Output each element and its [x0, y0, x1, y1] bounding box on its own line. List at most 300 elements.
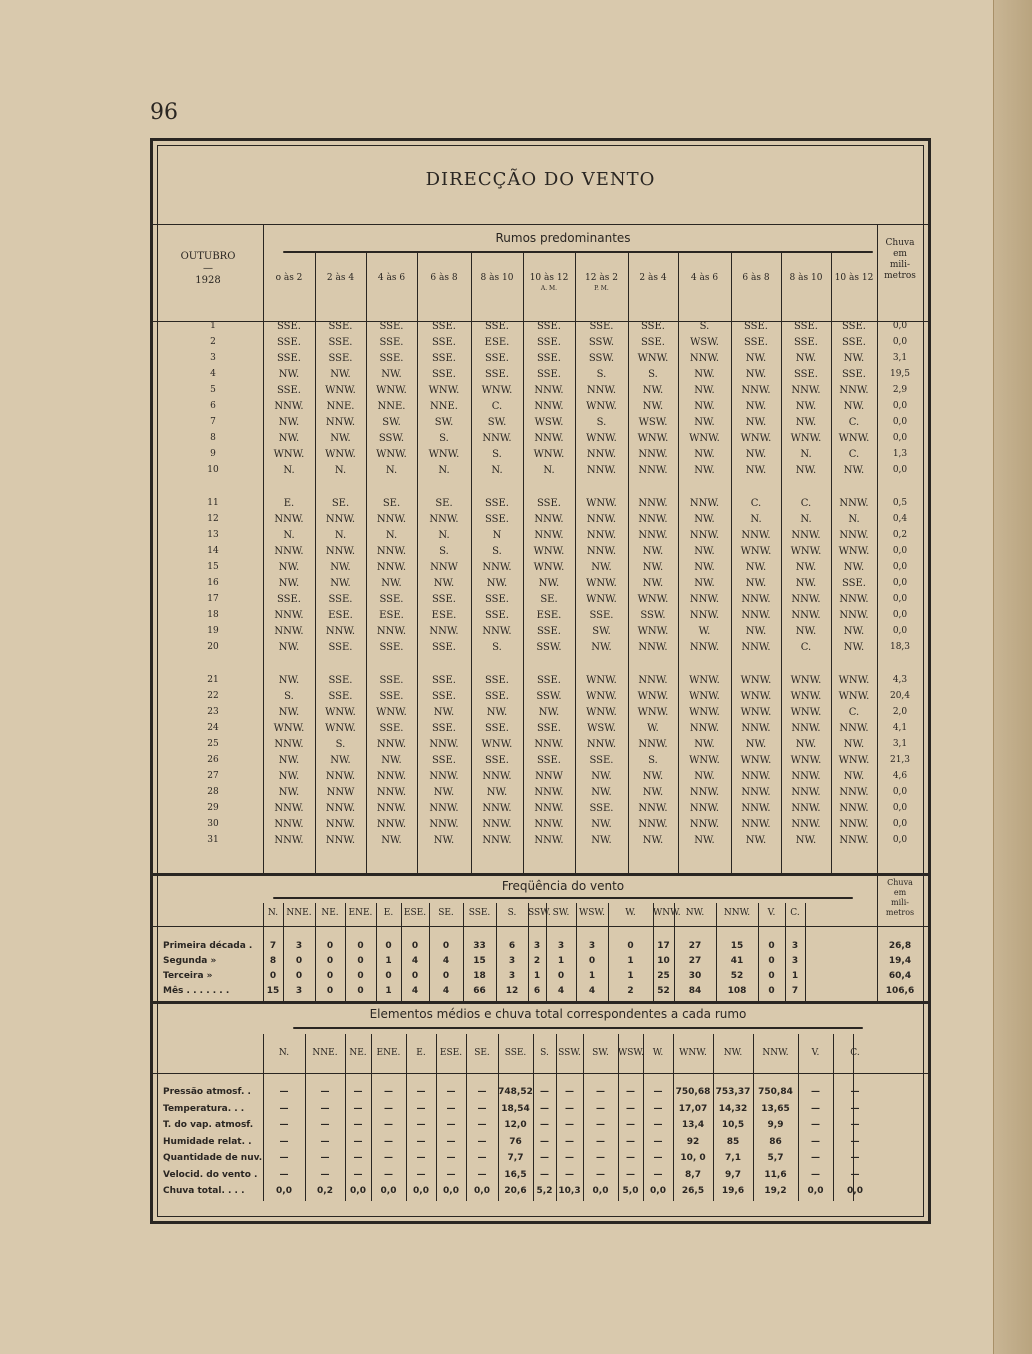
wind-cell: NW. [745, 449, 767, 460]
wind-cell: NW. [694, 369, 715, 380]
wind-cell: NNW. [274, 610, 304, 621]
wind-cell: SW. [487, 417, 507, 428]
freq-cell: 1 [627, 971, 634, 981]
wind-cell: SE. [540, 594, 558, 605]
wind-cell: WNW. [481, 385, 513, 396]
elem-cell: 16,5 [504, 1169, 527, 1180]
elem-cell: — [565, 1169, 574, 1180]
wind-cell: SSE. [379, 337, 404, 348]
wind-cell: SSE. [589, 321, 614, 332]
wind-cell: NNW. [638, 642, 668, 653]
wind-cell: WNW. [790, 755, 822, 766]
freq-cell: 4 [588, 986, 596, 996]
elem-cell: — [353, 1120, 363, 1130]
wind-cell: WNW. [586, 433, 617, 444]
wind-cell: NW. [538, 578, 560, 589]
freq-cell: 4 [442, 956, 450, 966]
rain-header: mili- [889, 260, 911, 270]
wind-cell: C. [848, 707, 860, 718]
wind-cell: NNW. [274, 739, 304, 750]
rain-cell: 0,0 [892, 835, 908, 845]
wind-cell: NNW. [534, 787, 564, 798]
day-number: 12 [207, 514, 219, 524]
wind-cell: NW. [330, 578, 351, 589]
elem-cell: — [565, 1087, 574, 1097]
elem-cell: — [279, 1103, 289, 1114]
wind-cell: SSE. [328, 691, 353, 702]
wind-cell: E. [283, 498, 295, 509]
wind-cell: SSE. [276, 321, 301, 332]
elem-dir-header: ENE. [376, 1048, 401, 1058]
wind-cell: WNW. [637, 707, 669, 718]
rain-cell: 0,0 [892, 401, 908, 411]
wind-cell: NW. [381, 835, 402, 846]
hour-header: 4 às 6 [377, 273, 406, 283]
wind-cell: SW. [382, 417, 401, 428]
wind-cell: NNW. [534, 530, 564, 541]
elem-cell: — [279, 1169, 289, 1180]
elem-cell: — [596, 1169, 605, 1180]
wind-cell: SSE. [589, 803, 614, 814]
wind-cell: NNW. [638, 819, 668, 830]
wind-cell: NNW. [325, 417, 356, 428]
elem-row-label: Pressão atmosf. . [163, 1087, 251, 1097]
wind-cell: NNW. [325, 546, 356, 557]
elem-cell: 0,0 [650, 1186, 666, 1196]
wind-cell: WNW. [838, 675, 870, 686]
wind-cell: NNW. [689, 642, 720, 653]
wind-cell: WNW. [586, 401, 617, 412]
wind-cell: ESE. [379, 610, 404, 621]
freq-cell: 0 [357, 956, 364, 966]
wind-cell: N [492, 530, 502, 541]
elem-cell: — [279, 1153, 289, 1163]
wind-cell: NW. [843, 771, 865, 782]
elem-cell: 0,0 [847, 1186, 863, 1196]
freq-cell: 52 [657, 986, 670, 996]
wind-cell: WNW. [838, 755, 870, 766]
wind-cell: SSE. [536, 675, 561, 686]
freq-dir-header: V. [767, 908, 776, 918]
elem-cell: 10, 0 [680, 1153, 706, 1163]
wind-cell: SSE. [276, 353, 301, 364]
elem-cell: — [477, 1136, 487, 1147]
wind-cell: S. [284, 691, 294, 702]
wind-cell: WNW. [689, 691, 720, 702]
wind-cell: NNW. [791, 385, 821, 396]
wind-cell: NW. [843, 739, 865, 750]
wind-cell: NNW. [376, 626, 407, 637]
elem-cell: — [416, 1169, 426, 1180]
freq-cell: 10 [657, 956, 670, 966]
elem-cell: — [653, 1087, 663, 1097]
wind-cell: NW. [433, 707, 455, 718]
rain-cell: 0,2 [892, 530, 908, 540]
wind-cell: SSE. [431, 369, 456, 380]
wind-cell: NW. [745, 562, 767, 573]
elem-row-label: Temperatura. . . [163, 1103, 245, 1114]
day-number: 17 [207, 594, 219, 604]
wind-cell: NW. [745, 417, 767, 428]
freq-cell: 0 [326, 971, 334, 981]
elem-dir-header: WSW. [618, 1048, 644, 1058]
wind-cell: SSE. [276, 385, 301, 396]
wind-cell: NW. [278, 578, 300, 589]
wind-cell: WNW. [838, 691, 870, 702]
freq-cell: 4 [411, 956, 419, 966]
wind-cell: NNE. [430, 401, 458, 412]
elem-cell: 9,9 [767, 1120, 784, 1130]
hour-header: 6 às 8 [742, 273, 770, 283]
elem-cell: 0,0 [807, 1186, 824, 1196]
wind-cell: NW. [745, 626, 767, 637]
wind-cell: WNW. [740, 691, 772, 702]
elem-cell: — [320, 1103, 330, 1114]
wind-cell: N. [283, 530, 295, 541]
rain-cell: 0,0 [892, 626, 908, 636]
hour-header: 10 às 12 [834, 273, 874, 283]
day-number: 10 [207, 465, 219, 475]
freq-col-rule [805, 903, 806, 1001]
wind-cell: NNW [430, 562, 458, 573]
freq-row-label: Terceira » [163, 971, 213, 981]
wind-cell: NNW. [839, 594, 869, 605]
elem-cell: — [477, 1120, 487, 1130]
freq-cell: 3 [557, 941, 565, 951]
rain-cell: 2,0 [892, 707, 908, 717]
wind-cell: NW. [591, 642, 612, 653]
wind-cell: NNW. [689, 530, 720, 541]
wind-cell: NW. [745, 369, 767, 380]
wind-cell: SSE. [536, 755, 561, 766]
freq-cell: 4 [411, 986, 419, 996]
wind-cell: NW. [278, 562, 300, 573]
wind-cell: NW. [795, 739, 817, 750]
elem-cell: — [811, 1136, 820, 1147]
wind-cell: SSE. [379, 642, 404, 653]
elem-cell: — [540, 1153, 549, 1163]
wind-cell: WNW. [376, 385, 407, 396]
wind-cell: NNW. [791, 803, 821, 814]
hour-header: 6 às 8 [430, 273, 458, 283]
wind-cell: WNW. [481, 739, 513, 750]
wind-cell: SSE. [379, 321, 404, 332]
wind-cell: NNW. [638, 449, 668, 460]
elem-dir-header: WNW. [679, 1048, 707, 1058]
elem-cell: — [446, 1169, 456, 1180]
elem-cell: 5,0 [622, 1186, 639, 1196]
freq-cell: 0 [385, 971, 392, 981]
wind-cell: WNW. [790, 707, 822, 718]
elem-cell: — [653, 1103, 663, 1114]
elem-cell: 19,6 [721, 1186, 745, 1196]
wind-cell: SE. [382, 498, 401, 509]
wind-cell: NNW. [482, 819, 512, 830]
wind-cell: WNW. [637, 691, 669, 702]
wind-cell: NNW. [534, 835, 564, 846]
wind-cell: NNW. [741, 803, 771, 814]
wind-cell: NW. [745, 835, 767, 846]
hour-header-sub: P. M. [594, 285, 609, 292]
day-number: 30 [207, 819, 219, 829]
freq-cell: 0 [269, 971, 277, 981]
wind-cell: NNW. [638, 675, 668, 686]
wind-cell: NNW. [586, 739, 617, 750]
wind-cell: ESE. [431, 610, 457, 621]
elem-cell: — [353, 1087, 363, 1097]
wind-cell: NW. [642, 787, 664, 798]
wind-cell: SSE. [536, 369, 561, 380]
wind-cell: NNW. [429, 626, 459, 637]
elem-cell: — [626, 1169, 635, 1180]
wind-cell: NW. [795, 465, 817, 476]
elem-cell: — [565, 1120, 574, 1130]
wind-cell: NNW. [689, 723, 720, 734]
freq-cell: 12 [505, 986, 519, 996]
freq-cell: 0 [768, 971, 775, 981]
wind-cell: SW. [434, 417, 454, 428]
elem-cell: 10,3 [558, 1186, 581, 1196]
elem-cell: — [626, 1136, 635, 1147]
wind-cell: NNW. [376, 562, 407, 573]
elem-cell: — [279, 1136, 289, 1147]
wind-cell: SSE. [328, 337, 353, 348]
freq-cell: 3 [295, 941, 303, 951]
wind-cell: N. [800, 514, 812, 525]
freq-cell: 0 [588, 956, 596, 966]
elem-cell: — [353, 1169, 363, 1180]
wind-cell: NW. [843, 401, 865, 412]
rain-cell: 0,0 [892, 465, 908, 475]
freq-cell: 0 [557, 971, 565, 981]
wind-cell: C. [800, 642, 812, 653]
freq-dir-header: N. [267, 908, 279, 918]
wind-cell: NNW. [534, 385, 564, 396]
elem-cell: — [626, 1087, 635, 1097]
wind-cell: NNW. [689, 594, 720, 605]
freq-cell: 66 [473, 986, 486, 996]
wind-cell: NNW. [741, 642, 771, 653]
wind-cell: N. [800, 449, 812, 460]
wind-cell: SSE. [431, 353, 456, 364]
elem-cell: — [384, 1169, 393, 1180]
hour-header: 8 às 10 [480, 273, 514, 283]
freq-dir-header: ENE. [348, 908, 373, 918]
wind-cell: SSE. [328, 675, 353, 686]
wind-cell: ESE. [536, 610, 562, 621]
wind-cell: WSW. [638, 417, 668, 428]
elem-cell: — [811, 1153, 820, 1163]
wind-cell: SSE. [484, 691, 509, 702]
rain-cell: 0,0 [892, 819, 908, 829]
freq-dir-header: NNE. [286, 908, 312, 918]
wind-cell: NW. [745, 353, 767, 364]
wind-cell: NNW. [839, 835, 869, 846]
wind-cell: NW. [694, 546, 715, 557]
elem-cell: — [850, 1103, 860, 1114]
wind-cell: ESE. [328, 610, 353, 621]
day-number: 5 [210, 385, 216, 395]
wind-cell: NNW. [741, 771, 771, 782]
freq-dir-header: E. [383, 908, 394, 918]
wind-cell: NNW. [534, 803, 564, 814]
wind-cell: NNW. [429, 514, 459, 525]
page-number: 96 [150, 100, 178, 125]
elem-cell: — [850, 1136, 860, 1147]
elem-cell: 17,07 [678, 1103, 708, 1114]
wind-cell: NNW. [482, 433, 512, 444]
elements-sub-rule [153, 1073, 928, 1074]
elements-header: Elementos médios e chuva total correspondentes a cada rumo [369, 1007, 747, 1021]
wind-cell: WNW. [740, 707, 772, 718]
wind-cell: NNW. [586, 385, 617, 396]
rain-cell: 0,0 [892, 803, 908, 813]
elem-cell: 86 [769, 1136, 782, 1147]
elem-dir-header: NW. [723, 1048, 743, 1058]
freq-cell: 15 [473, 956, 486, 966]
elem-cell: — [353, 1103, 363, 1114]
wind-cell: S. [492, 642, 502, 653]
rain-header-2: metros [885, 908, 915, 917]
wind-cell: NNW [535, 771, 563, 782]
wind-cell: C. [491, 401, 503, 412]
freq-cell: 6 [533, 986, 541, 996]
wind-cell: SSE. [379, 691, 404, 702]
day-number: 7 [210, 417, 216, 427]
freq-cell: 0 [385, 941, 392, 951]
wind-cell: NW. [278, 433, 300, 444]
wind-cell: NNW. [376, 787, 407, 798]
wind-cell: SSE. [379, 723, 404, 734]
wind-cell: C. [800, 498, 812, 509]
wind-cell: NW. [591, 819, 612, 830]
day-number: 15 [207, 562, 219, 572]
wind-cell: N. [438, 530, 450, 541]
wind-cell: NNW. [791, 819, 821, 830]
wind-cell: SSE. [484, 675, 509, 686]
day-number: 16 [207, 578, 219, 588]
elem-dir-header: V. [811, 1048, 820, 1058]
wind-cell: NNW. [839, 610, 869, 621]
wind-cell: NW. [591, 562, 612, 573]
wind-cell: SSE. [379, 594, 404, 605]
wind-cell: NW. [745, 401, 767, 412]
wind-cell: WNW. [273, 449, 305, 460]
wind-cell: NNW. [741, 385, 771, 396]
elem-cell: — [811, 1120, 820, 1130]
freq-cell: 1 [588, 971, 596, 981]
elem-cell: — [353, 1136, 363, 1147]
wind-cell: WNW. [637, 353, 669, 364]
rain-cell: 0,0 [892, 610, 908, 620]
elem-cell: — [596, 1153, 605, 1163]
wind-cell: ESE. [484, 337, 510, 348]
freq-cell: 0 [627, 941, 634, 951]
wind-cell: SSE. [484, 498, 509, 509]
wind-cell: WNW. [740, 755, 772, 766]
wind-cell: SSE. [743, 321, 768, 332]
elem-dir-header: E. [416, 1048, 426, 1058]
wind-cell: WNW. [637, 594, 669, 605]
elem-cell: — [540, 1136, 549, 1147]
freq-dir-header: SE. [438, 908, 454, 918]
rain-cell: 0,0 [892, 417, 908, 427]
elem-cell: — [626, 1120, 635, 1130]
wind-cell: SE. [331, 498, 350, 509]
elem-cell: — [384, 1153, 393, 1163]
wind-cell: NW. [843, 642, 865, 653]
wind-cell: S. [648, 369, 658, 380]
elem-cell: — [477, 1153, 487, 1163]
wind-cell: NNE. [326, 401, 355, 412]
wind-cell: NW. [694, 771, 715, 782]
freq-cell: 0 [295, 971, 303, 981]
freq-cell: 0 [326, 986, 334, 996]
rain-header-2: mili- [891, 898, 909, 907]
wind-cell: N. [438, 465, 450, 476]
wind-cell: NW. [694, 449, 715, 460]
freq-cell: 15 [730, 941, 744, 951]
freq-cell: 6 [508, 941, 516, 951]
wind-cell: WNW. [637, 433, 669, 444]
elem-cell: — [850, 1120, 860, 1130]
wind-cell: NW. [591, 787, 612, 798]
freq-cell: 33 [473, 941, 486, 951]
elem-cell: 7,1 [725, 1153, 741, 1163]
wind-cell: NNW. [429, 803, 459, 814]
freq-rain-cell: 60,4 [888, 971, 912, 981]
wind-cell: SSE. [484, 594, 509, 605]
freq-cell: 3 [533, 941, 541, 951]
wind-cell: NNW. [741, 594, 771, 605]
wind-cell: NW. [330, 755, 351, 766]
wind-cell: NNW. [482, 835, 512, 846]
wind-cell: NNW. [376, 803, 407, 814]
freq-cell: 52 [730, 971, 744, 981]
wind-cell: SSE. [431, 321, 456, 332]
wind-cell: NNW. [586, 514, 617, 525]
wind-cell: NW. [745, 578, 767, 589]
wind-cell: N. [334, 465, 347, 476]
elem-cell: — [416, 1153, 426, 1163]
wind-cell: SSE. [484, 353, 509, 364]
elem-cell: 19,2 [764, 1186, 787, 1196]
rain-cell: 4,3 [892, 675, 908, 685]
wind-cell: SSW. [640, 610, 666, 621]
elem-cell: 13,4 [681, 1120, 705, 1130]
frequency-rule [273, 897, 853, 899]
wind-cell: NW. [745, 739, 767, 750]
freq-rain-cell: 19,4 [888, 956, 912, 966]
wind-cell: NW. [433, 787, 455, 798]
wind-cell: NW. [694, 739, 715, 750]
wind-cell: S. [439, 433, 449, 444]
rumos-header: Rumos predominantes [495, 231, 631, 245]
rain-cell: 3,1 [892, 353, 908, 363]
elem-cell: — [320, 1087, 330, 1097]
wind-cell: NW. [642, 401, 664, 412]
wind-cell: NNW. [274, 514, 304, 525]
wind-cell: NNW. [325, 819, 356, 830]
wind-cell: WNW. [790, 433, 822, 444]
wind-cell: S. [492, 546, 502, 557]
elem-cell: — [653, 1120, 663, 1130]
wind-cell: WNW. [689, 433, 720, 444]
wind-cell: WNW. [325, 385, 356, 396]
freq-cell: 3 [508, 956, 516, 966]
wind-cell: W. [698, 626, 711, 637]
wind-cell: NNW. [586, 530, 617, 541]
